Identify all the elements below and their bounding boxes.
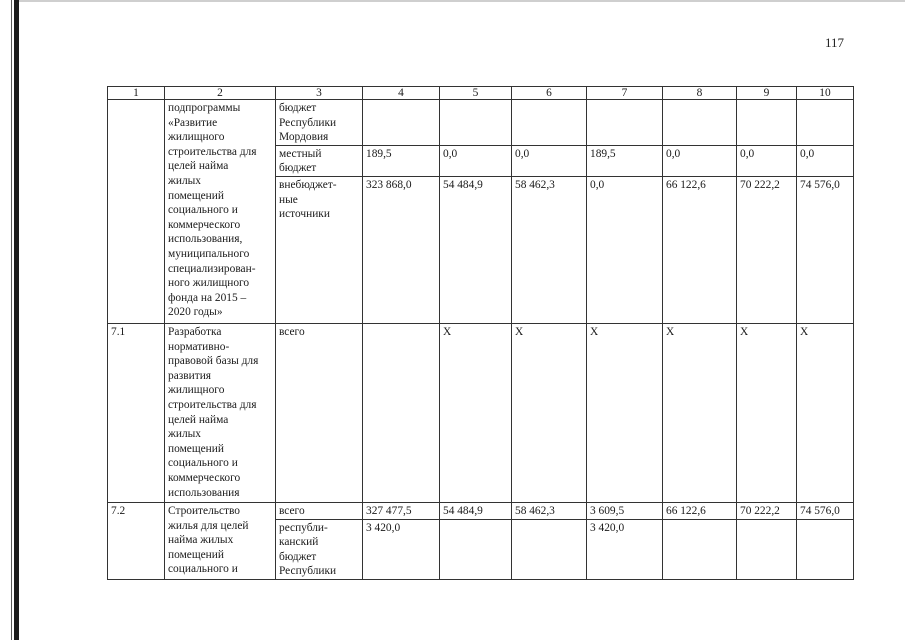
value-cell: 74 576,0 xyxy=(797,176,854,323)
funding-source-cell: местный бюджет xyxy=(276,145,363,176)
value-cell xyxy=(363,323,440,502)
value-cell xyxy=(512,519,587,579)
value-cell: 3 609,5 xyxy=(587,502,663,519)
column-header: 9 xyxy=(737,87,797,100)
scan-edge-line xyxy=(11,0,12,640)
funding-source-cell: бюджет Республики Мордовия xyxy=(276,100,363,146)
column-header: 6 xyxy=(512,87,587,100)
column-header: 2 xyxy=(165,87,276,100)
budget-table xyxy=(107,86,854,580)
value-cell: 0,0 xyxy=(587,176,663,323)
value-cell: 66 122,6 xyxy=(663,502,737,519)
value-cell: 58 462,3 xyxy=(512,502,587,519)
value-cell: 70 222,2 xyxy=(737,176,797,323)
column-header: 10 xyxy=(797,87,854,100)
value-cell: 74 576,0 xyxy=(797,502,854,519)
value-cell: 54 484,9 xyxy=(440,176,512,323)
value-cell: 3 420,0 xyxy=(363,519,440,579)
value-cell: 58 462,3 xyxy=(512,176,587,323)
value-cell xyxy=(663,519,737,579)
value-cell: 54 484,9 xyxy=(440,502,512,519)
value-cell: 0,0 xyxy=(663,145,737,176)
value-cell: Х xyxy=(440,323,512,502)
value-cell: 70 222,2 xyxy=(737,502,797,519)
value-cell: 189,5 xyxy=(587,145,663,176)
value-cell: 323 868,0 xyxy=(363,176,440,323)
value-cell xyxy=(797,100,854,146)
table-row xyxy=(108,323,854,502)
value-cell xyxy=(797,519,854,579)
page-number: 117 xyxy=(825,35,845,50)
item-number-cell: 7.2 xyxy=(108,502,165,579)
column-header: 4 xyxy=(363,87,440,100)
value-cell: 0,0 xyxy=(737,145,797,176)
funding-source-cell: внебюджет- ные источники xyxy=(276,176,363,323)
value-cell: Х xyxy=(663,323,737,502)
scan-binding-edge xyxy=(14,0,19,640)
value-cell: 3 420,0 xyxy=(587,519,663,579)
item-name-cell: Строительство жилья для целей найма жилых помещений социального и xyxy=(165,502,276,579)
value-cell: Х xyxy=(797,323,854,502)
value-cell xyxy=(587,100,663,146)
value-cell: 0,0 xyxy=(440,145,512,176)
column-number-row xyxy=(108,87,854,100)
value-cell xyxy=(663,100,737,146)
table-row xyxy=(108,502,854,519)
funding-source-cell: республи- канский бюджет Республики xyxy=(276,519,363,579)
value-cell: 66 122,6 xyxy=(663,176,737,323)
value-cell: Х xyxy=(512,323,587,502)
item-number-cell: 7.1 xyxy=(108,323,165,502)
funding-source-cell: всего xyxy=(276,502,363,519)
item-name-cell: подпрограммы «Развитие жилищного строительства для целей найма жилых помещений социального и коммерческого использования, муниципального специализирован- ного жилищного фонда на 2015 – 2020 годы» xyxy=(165,100,276,324)
funding-source-cell: всего xyxy=(276,323,363,502)
item-number-cell xyxy=(108,100,165,324)
value-cell: 0,0 xyxy=(512,145,587,176)
value-cell: Х xyxy=(587,323,663,502)
value-cell xyxy=(363,100,440,146)
value-cell: Х xyxy=(737,323,797,502)
value-cell xyxy=(737,519,797,579)
value-cell xyxy=(440,100,512,146)
column-header: 5 xyxy=(440,87,512,100)
value-cell: 189,5 xyxy=(363,145,440,176)
column-header: 3 xyxy=(276,87,363,100)
table-row xyxy=(108,100,854,146)
item-name-cell: Разработка нормативно- правовой базы для развития жилищного строительства для целей найма жилых помещений социального и коммерческого использования xyxy=(165,323,276,502)
value-cell xyxy=(512,100,587,146)
value-cell xyxy=(737,100,797,146)
column-header: 1 xyxy=(108,87,165,100)
column-header: 7 xyxy=(587,87,663,100)
value-cell xyxy=(440,519,512,579)
value-cell: 0,0 xyxy=(797,145,854,176)
column-header: 8 xyxy=(663,87,737,100)
value-cell: 327 477,5 xyxy=(363,502,440,519)
scan-top-shade xyxy=(19,0,905,2)
